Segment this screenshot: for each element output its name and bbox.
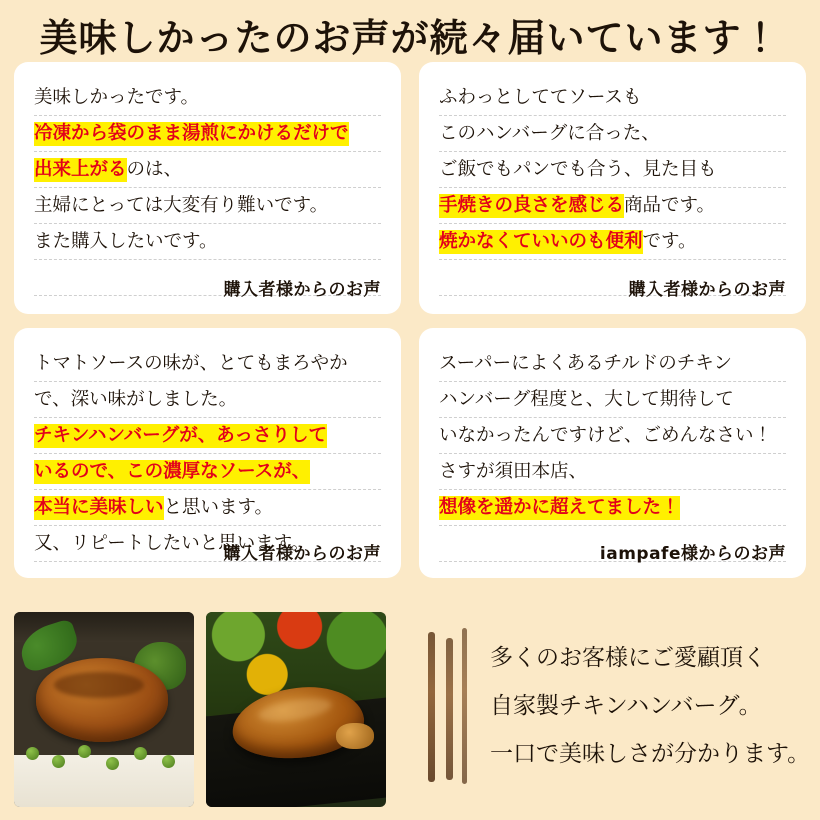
highlighted-text: 冷凍から袋のまま湯煎にかけるだけで xyxy=(34,123,349,144)
review-text: スーパーによくあるチルドのチキン xyxy=(439,353,733,374)
brush-stroke-icon-3 xyxy=(462,628,467,784)
brush-stroke-icon xyxy=(428,632,435,782)
highlighted-text: 焼かなくていいのも便利 xyxy=(439,231,643,252)
review-text: 美味しかったです。 xyxy=(34,87,200,108)
green-peas-group xyxy=(14,743,194,777)
review-line xyxy=(34,490,381,526)
review-text: で、深い味がしました。 xyxy=(34,389,238,410)
highlighted-text: いるので、この濃厚なソースが、 xyxy=(34,461,311,482)
review-card-2 xyxy=(419,62,806,314)
review-line xyxy=(34,418,381,454)
highlighted-text: 出来上がる xyxy=(34,159,127,180)
review-3-lines xyxy=(34,346,381,562)
photo-hamburger-bento xyxy=(14,612,194,807)
review-line xyxy=(439,152,786,188)
closing-line-1: 多くのお客様にご愛顧頂く xyxy=(490,645,766,671)
hamburger-patty xyxy=(36,658,168,742)
page-headline xyxy=(0,8,820,60)
review-line xyxy=(439,80,786,116)
review-4-lines xyxy=(439,346,786,562)
review-line xyxy=(34,382,381,418)
review-text: 又、リピートしたいと思います。 xyxy=(34,533,310,554)
review-text: ご飯でもパンでも合う、見た目も xyxy=(439,159,717,180)
review-text: このハンバーグに合った、 xyxy=(439,123,660,144)
highlighted-text: 本当に美味しい xyxy=(34,497,164,518)
review-line xyxy=(439,418,786,454)
review-line xyxy=(34,346,381,382)
headline-text: 美味しかったのお声が続々届いています！ xyxy=(39,15,781,60)
review-line xyxy=(439,346,786,382)
closing-line-2: 自家製チキンハンバーグ。 xyxy=(490,693,762,719)
review-2-lines xyxy=(439,80,786,296)
review-text: ふわっとしててソースも xyxy=(439,87,642,108)
review-3-signature: 購入者様からのお声 xyxy=(223,544,381,564)
photo-hamburger-chopsticks xyxy=(206,612,386,807)
review-card-grid xyxy=(14,62,806,578)
review-line xyxy=(439,224,786,260)
review-text: と思います。 xyxy=(163,497,274,518)
highlighted-text: チキンハンバーグが、あっさりして xyxy=(34,425,328,446)
review-text: また購入したいです。 xyxy=(34,231,218,252)
review-line xyxy=(439,188,786,224)
review-line xyxy=(34,188,381,224)
review-2-signature: 購入者様からのお声 xyxy=(628,280,786,300)
highlighted-text: 想像を遥かに超えてました！ xyxy=(439,497,680,518)
review-line xyxy=(439,382,786,418)
review-line xyxy=(34,80,381,116)
review-line xyxy=(34,152,381,188)
brush-stroke-icon-2 xyxy=(446,638,453,780)
review-1-signature: 購入者様からのお声 xyxy=(223,280,381,300)
review-card-4 xyxy=(419,328,806,578)
review-1-lines xyxy=(34,80,381,296)
review-card-3 xyxy=(14,328,401,578)
bottom-section xyxy=(14,612,811,812)
review-line xyxy=(34,224,381,260)
review-line xyxy=(439,490,786,526)
review-line xyxy=(439,116,786,152)
review-text: ハンバーグ程度と、大して期待して xyxy=(439,389,734,410)
sauce-glaze xyxy=(54,672,144,698)
review-text: いなかったんですけど、ごめんなさい！ xyxy=(439,425,773,446)
review-text: 主婦にとっては大変有り難いです。 xyxy=(34,195,329,216)
review-text: トマトソースの味が、とてもまろやか xyxy=(34,353,348,374)
review-text: です。 xyxy=(642,231,697,252)
highlighted-text: 手焼きの良さを感じる xyxy=(439,195,625,216)
review-line xyxy=(34,454,381,490)
review-text: 商品です。 xyxy=(624,195,716,216)
review-text: さすが須田本店、 xyxy=(439,461,588,482)
review-4-signature: iampafe様からのお声 xyxy=(599,544,786,564)
closing-copy xyxy=(386,612,810,812)
closing-line-3: 一口で美味しさが分かります。 xyxy=(490,741,811,767)
review-line xyxy=(439,454,786,490)
side-dish-icon xyxy=(336,723,374,749)
review-card-1 xyxy=(14,62,401,314)
review-line xyxy=(34,116,381,152)
review-text: のは、 xyxy=(126,159,183,180)
